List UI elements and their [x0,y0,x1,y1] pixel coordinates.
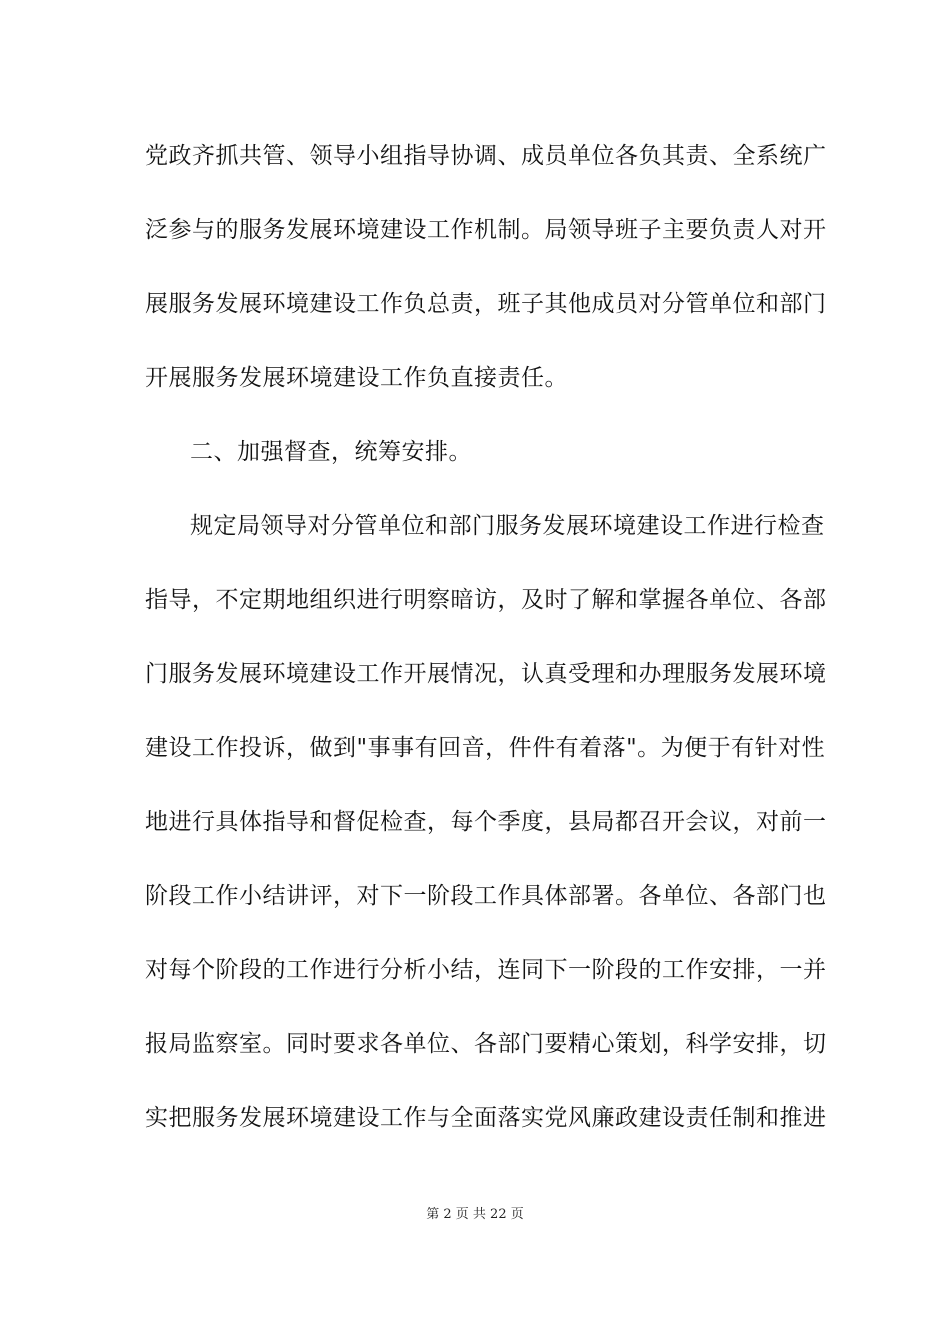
text-line: 对每个阶段的工作进行分析小结，连同下一阶段的工作安排，一并 [145,957,827,983]
text-line: 党政齐抓共管、领导小组指导协调、成员单位各负其责、全系统广 [145,143,827,169]
paragraph-first-line: 规定局领导对分管单位和部门服务发展环境建设工作进行检查 [190,513,825,539]
text-line: 地进行具体指导和督促检查，每个季度，县局都召开会议，对前一 [145,809,827,835]
text-line: 报局监察室。同时要求各单位、各部门要精心策划，科学安排，切 [145,1031,827,1057]
text-line: 展服务发展环境建设工作负总责，班子其他成员对分管单位和部门 [145,291,827,317]
text-line: 泛参与的服务发展环境建设工作机制。局领导班子主要负责人对开 [145,217,827,243]
section-heading: 二、加强督查，统筹安排。 [190,439,472,465]
text-line: 阶段工作小结讲评，对下一阶段工作具体部署。各单位、各部门也 [145,883,827,909]
text-line: 实把服务发展环境建设工作与全面落实党风廉政建设责任制和推进 [145,1105,827,1131]
text-line: 开展服务发展环境建设工作负直接责任。 [145,365,568,391]
text-line: 指导，不定期地组织进行明察暗访，及时了解和掌握各单位、各部 [145,587,827,613]
text-line: 门服务发展环境建设工作开展情况，认真受理和办理服务发展环境 [145,661,827,687]
text-line: 建设工作投诉，做到"事事有回音，件件有着落"。为便于有针对性 [145,735,826,761]
page-number-footer: 第 2 页 共 22 页 [426,1207,524,1222]
